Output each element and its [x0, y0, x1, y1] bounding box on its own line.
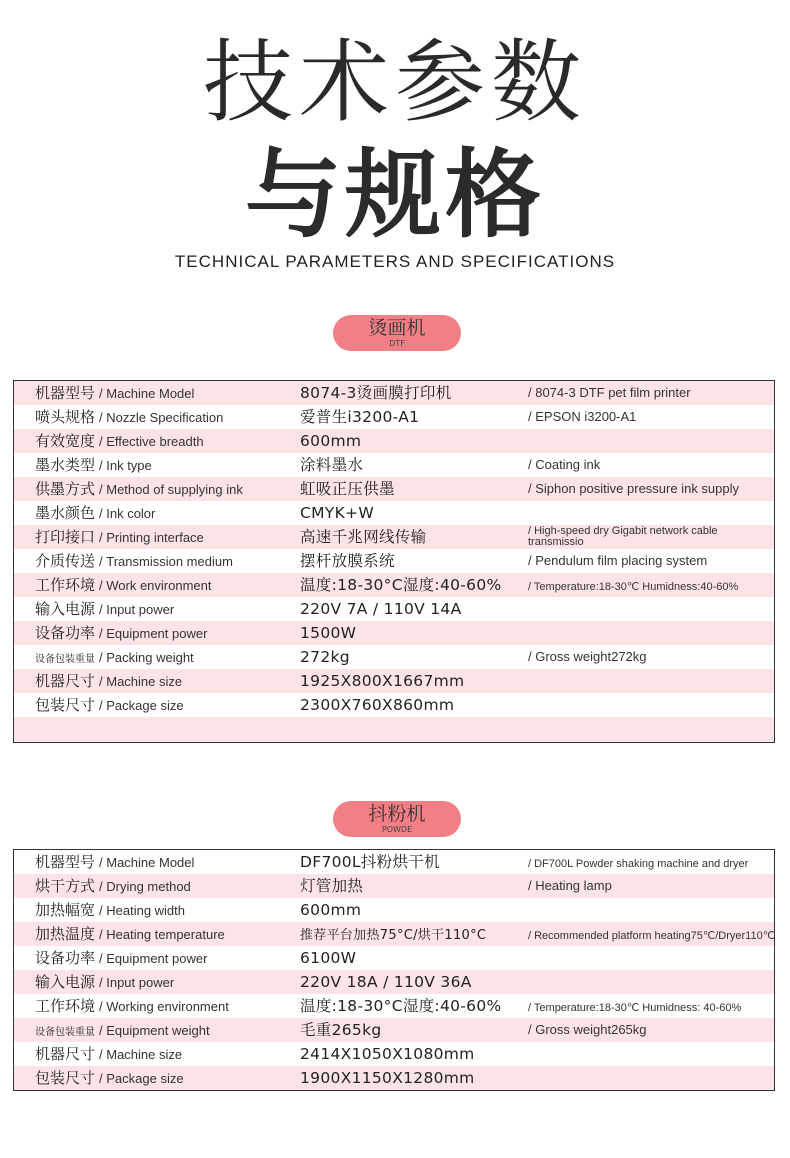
param-value: 爱普生i3200-A1	[300, 408, 420, 426]
section-badge-title: 抖粉机	[368, 803, 426, 825]
param-name: 设备功率 / Equipment power	[35, 624, 208, 642]
section-badge-subtitle: POWDE	[381, 825, 413, 834]
param-value: 6100W	[300, 949, 357, 967]
section-badge-title: 烫画机	[368, 317, 426, 339]
param-name: 机器型号 / Machine Model	[35, 853, 195, 871]
param-name: 输入电源 / Input power	[35, 600, 175, 618]
table-row	[14, 946, 774, 970]
param-value-en: / Siphon positive pressure ink supply	[528, 481, 740, 496]
param-name: 供墨方式 / Method of supplying ink	[35, 480, 243, 498]
table-row	[14, 405, 774, 429]
param-value: 8074-3烫画膜打印机	[300, 384, 452, 402]
param-name: 加热幅宽 / Heating width	[35, 901, 186, 919]
param-name: 设备功率 / Equipment power	[35, 949, 208, 967]
table-row	[14, 970, 774, 994]
section-badge-powder	[333, 801, 461, 837]
param-value-en: / Heating lamp	[528, 878, 612, 893]
param-value-en: / Temperature:18-30℃ Humidness:40-60%	[528, 581, 739, 593]
table-row	[14, 1042, 774, 1066]
table-row	[14, 453, 774, 477]
section-badge-subtitle: DTF	[389, 339, 405, 348]
table-row	[14, 597, 774, 621]
param-value: 高速千兆网线传输	[300, 528, 427, 546]
param-value-en: / Gross weight272kg	[528, 649, 647, 664]
param-value-en: / 8074-3 DTF pet film printer	[528, 385, 691, 400]
param-value: 温度:18-30°C湿度:40-60%	[300, 576, 502, 594]
param-value: 600mm	[300, 901, 362, 919]
param-name: 输入电源 / Input power	[35, 973, 175, 991]
param-name: 设备包装重量 / Packing weight	[35, 650, 194, 665]
table-row	[14, 429, 774, 453]
param-value: 涂料墨水	[300, 456, 364, 474]
param-value-en: / High-speed dry Gigabit network cable transmissio	[528, 525, 718, 548]
table-row	[14, 477, 774, 501]
table-row	[14, 693, 774, 717]
table-row	[14, 922, 774, 946]
subtitle: TECHNICAL PARAMETERS AND SPECIFICATIONS	[174, 252, 616, 271]
section-badge-dtf	[333, 315, 461, 351]
title-line1: 技术参数	[203, 30, 587, 135]
param-name: 工作环境 / Work environment	[35, 576, 212, 594]
param-value-en: / Pendulum film placing system	[528, 553, 708, 568]
param-value: 1500W	[300, 624, 357, 642]
param-value-en: / Recommended platform heating75℃/Dryer110℃	[528, 930, 776, 942]
param-name: 烘干方式 / Drying method	[35, 877, 191, 895]
param-value: 虹吸正压供墨	[300, 480, 395, 498]
param-name: 墨水类型 / Ink type	[35, 456, 152, 474]
param-value: 220V 18A / 110V 36A	[300, 973, 472, 991]
table-row	[14, 573, 774, 597]
param-value: 2414X1050X1080mm	[300, 1045, 475, 1063]
param-name: 加热温度 / Heating temperature	[35, 925, 225, 943]
param-value: 2300X760X860mm	[300, 696, 455, 714]
param-name: 有效宽度 / Effective breadth	[35, 432, 204, 450]
param-value: CMYK+W	[300, 504, 374, 522]
param-name: 工作环境 / Working environment	[35, 997, 229, 1015]
table-row	[14, 525, 774, 549]
spec-table-dtf	[13, 380, 775, 743]
table-row	[14, 381, 774, 405]
param-value-en: / Gross weight265kg	[528, 1022, 647, 1037]
table-row	[14, 1066, 774, 1090]
param-value: 摆杆放膜系统	[300, 552, 395, 570]
table-row	[14, 501, 774, 525]
param-name: 机器型号 / Machine Model	[35, 384, 195, 402]
param-name: 喷头规格 / Nozzle Specification	[35, 408, 224, 426]
param-value: 毛重265kg	[300, 1021, 382, 1039]
title-line2: 与规格	[245, 139, 545, 251]
param-name: 介质传送 / Transmission medium	[35, 552, 233, 570]
table-row	[14, 850, 774, 874]
table-row	[14, 1018, 774, 1042]
param-name: 设备包装重量 / Equipment weight	[35, 1023, 210, 1038]
param-value-en: / DF700L Powder shaking machine and dryer	[528, 858, 749, 870]
param-value-en: / Temperature:18-30℃ Humidness: 40-60%	[528, 1002, 742, 1014]
param-name: 墨水颜色 / Ink color	[35, 504, 156, 522]
table-row	[14, 994, 774, 1018]
param-name: 机器尺寸 / Machine size	[35, 1045, 183, 1063]
table-row	[14, 645, 774, 669]
param-value: 220V 7A / 110V 14A	[300, 600, 462, 618]
param-value: 灯管加热	[300, 877, 364, 895]
param-name: 机器尺寸 / Machine size	[35, 672, 183, 690]
param-name: 包装尺寸 / Package size	[35, 1069, 184, 1087]
param-value-en: / EPSON i3200-A1	[528, 409, 637, 424]
param-value-en: / Coating ink	[528, 457, 601, 472]
param-value: DF700L抖粉烘干机	[300, 853, 440, 871]
param-value: 推荐平台加热75°C/烘干110°C	[300, 928, 487, 943]
table-row	[14, 621, 774, 645]
param-value: 1925X800X1667mm	[300, 672, 465, 690]
table-row-empty	[14, 717, 774, 742]
param-name: 打印接口 / Printing interface	[35, 528, 204, 546]
param-value: 272kg	[300, 648, 350, 666]
table-row	[14, 549, 774, 573]
table-row	[14, 874, 774, 898]
param-value: 600mm	[300, 432, 362, 450]
spec-table-powder	[13, 849, 775, 1091]
param-value: 1900X1150X1280mm	[300, 1069, 475, 1087]
param-value: 温度:18-30°C湿度:40-60%	[300, 997, 502, 1015]
table-row	[14, 898, 774, 922]
table-row	[14, 669, 774, 693]
param-name: 包装尺寸 / Package size	[35, 696, 184, 714]
